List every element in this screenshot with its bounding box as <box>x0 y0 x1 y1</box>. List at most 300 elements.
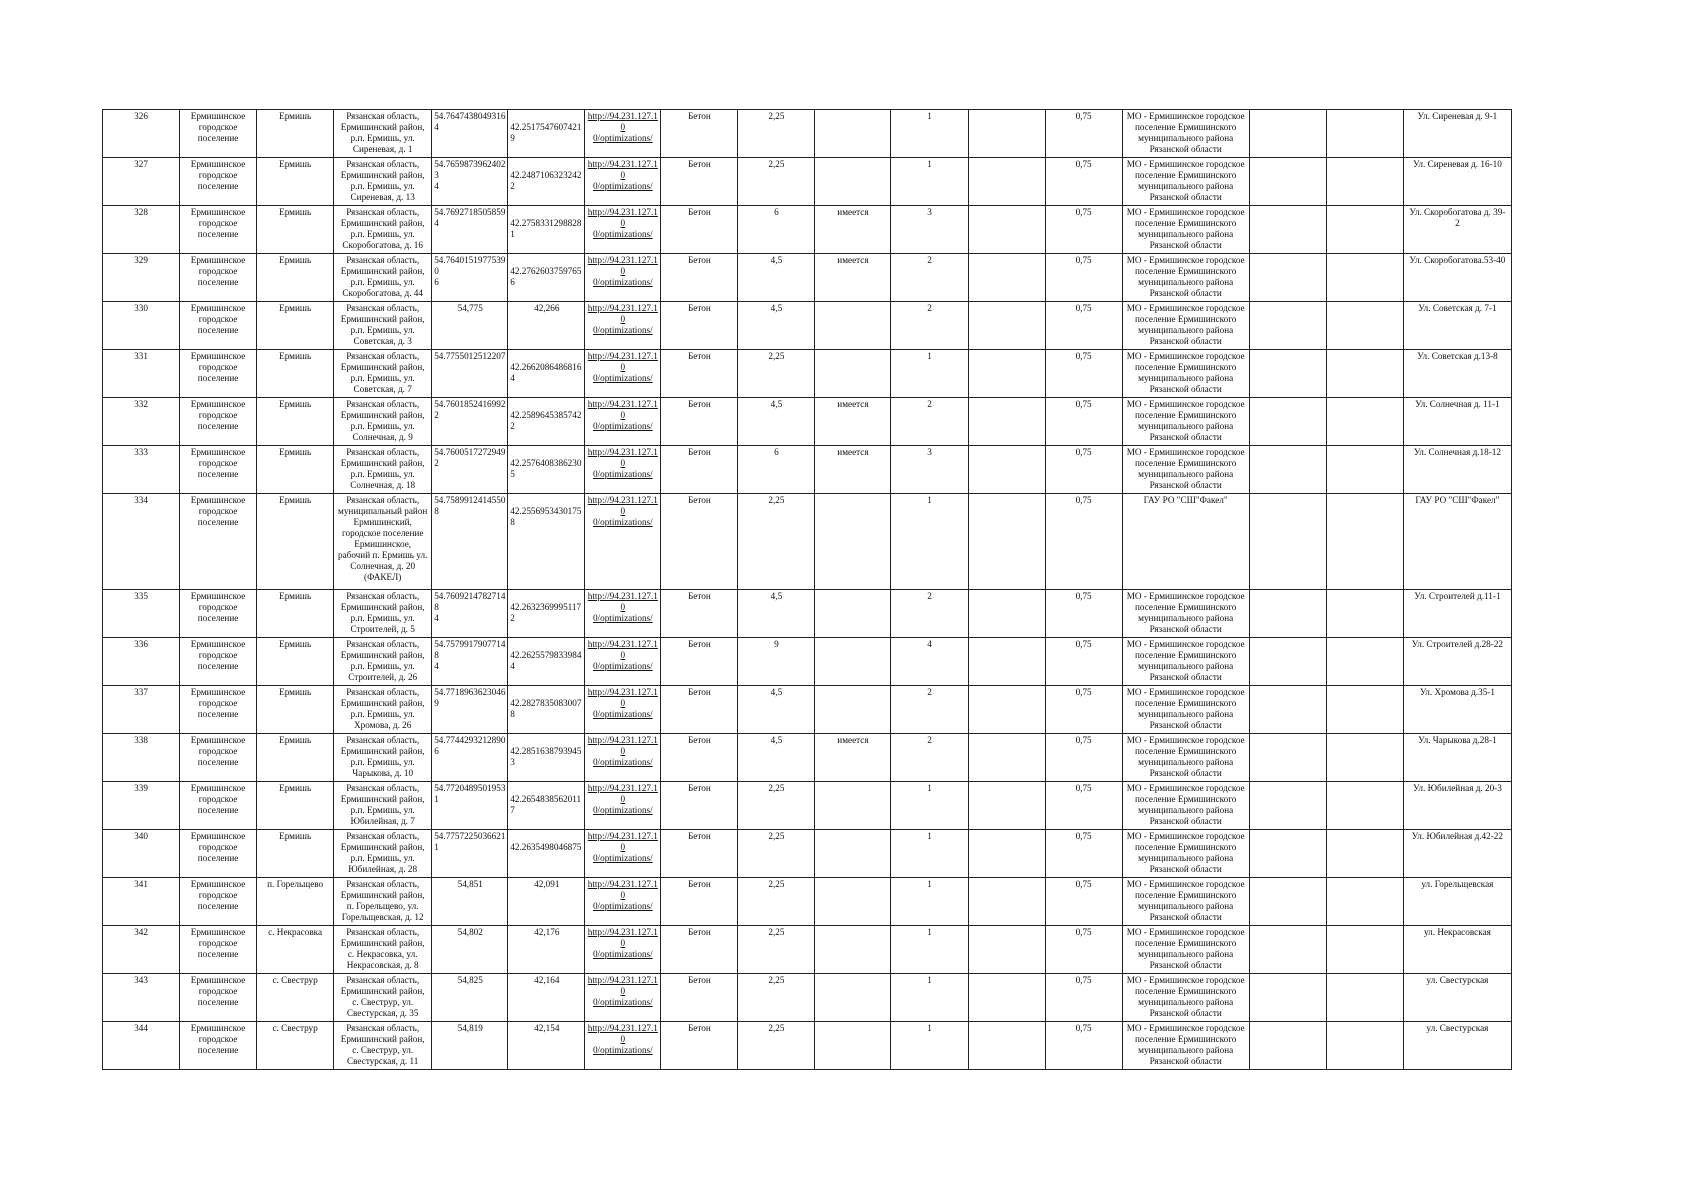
map-link-cell[interactable]: http://94.231.127.10 0/optimizations/ <box>585 590 661 638</box>
container-count-cell: 2 <box>891 734 968 782</box>
address-cell: Рязанская область, Ермишинский район, р.п. Ермишь, ул. Юбилейная, д. 28 <box>334 830 432 878</box>
area-cell: 2,25 <box>738 1022 815 1070</box>
fence-cell <box>815 590 891 638</box>
table-row <box>103 254 1512 302</box>
row-number-cell: 333 <box>103 446 180 494</box>
empty-cell <box>1326 878 1403 926</box>
area-cell: 6 <box>738 206 815 254</box>
empty-cell <box>1249 494 1326 590</box>
material-cell: Бетон <box>661 782 738 830</box>
map-link-cell[interactable]: http://94.231.127.10 0/optimizations/ <box>585 302 661 350</box>
material-cell: Бетон <box>661 638 738 686</box>
row-number-cell: 332 <box>103 398 180 446</box>
locality-cell: Ермишь <box>257 782 334 830</box>
registry-table <box>102 109 1512 1070</box>
container-count-cell: 1 <box>891 110 968 158</box>
owner-cell: МО - Ермишинское городское поселение Ермишинского муниципального района Рязанской области <box>1122 878 1249 926</box>
map-link-cell[interactable]: http://94.231.127.10 0/optimizations/ <box>585 782 661 830</box>
area-cell: 4,5 <box>738 302 815 350</box>
material-cell: Бетон <box>661 734 738 782</box>
map-link-cell[interactable]: http://94.231.127.10 0/optimizations/ <box>585 638 661 686</box>
latitude-cell: 54.75799179077148 4 <box>432 638 508 686</box>
map-link-cell[interactable]: http://94.231.127.10 0/optimizations/ <box>585 878 661 926</box>
address-cell: Рязанская область, Ермишинский район, р.п. Ермишь, ул. Сиреневая, д. 1 <box>334 110 432 158</box>
longitude-cell: 42,154 <box>508 1022 585 1070</box>
empty-cell <box>968 926 1045 974</box>
empty-cell <box>968 302 1045 350</box>
fence-cell <box>815 686 891 734</box>
material-cell: Бетон <box>661 302 738 350</box>
material-cell: Бетон <box>661 926 738 974</box>
longitude-cell: 42.2635498046875 <box>508 830 585 878</box>
locality-cell: Ермишь <box>257 734 334 782</box>
row-number-cell: 334 <box>103 494 180 590</box>
area-cell: 2,25 <box>738 110 815 158</box>
container-count-cell: 1 <box>891 494 968 590</box>
empty-cell <box>968 254 1045 302</box>
address-cell: Рязанская область, Ермишинский район, р.п. Ермишь, ул. Скоробогатова, д. 44 <box>334 254 432 302</box>
address-cell: Рязанская область, Ермишинский район, р.п. Ермишь, ул. Сиреневая, д. 13 <box>334 158 432 206</box>
area-cell: 9 <box>738 638 815 686</box>
empty-cell <box>968 398 1045 446</box>
locality-cell: Ермишь <box>257 590 334 638</box>
settlement-cell: Ермишинское городское поселение <box>180 782 257 830</box>
waste-source-cell: Ул. Скоробогатова.53-40 <box>1403 254 1511 302</box>
owner-cell: МО - Ермишинское городское поселение Ермишинского муниципального района Рязанской области <box>1122 686 1249 734</box>
fence-cell: имеется <box>815 206 891 254</box>
area-cell: 2,25 <box>738 494 815 590</box>
row-number-cell: 337 <box>103 686 180 734</box>
longitude-cell: 42.26255798339844 <box>508 638 585 686</box>
table-row <box>103 638 1512 686</box>
container-count-cell: 2 <box>891 686 968 734</box>
material-cell: Бетон <box>661 494 738 590</box>
waste-source-cell: Ул. Строителей д.11-1 <box>1403 590 1511 638</box>
address-cell: Рязанская область, Ермишинский район, п. Горельщево, ул. Горельщевская, д. 12 <box>334 878 432 926</box>
waste-source-cell: Ул. Сиреневая д. 16-10 <box>1403 158 1511 206</box>
latitude-cell: 54.75899124145508 <box>432 494 508 590</box>
empty-cell <box>1249 878 1326 926</box>
settlement-cell: Ермишинское городское поселение <box>180 974 257 1022</box>
longitude-cell: 42.24871063232422 <box>508 158 585 206</box>
longitude-cell: 42.26548385620117 <box>508 782 585 830</box>
empty-cell <box>1326 350 1403 398</box>
container-count-cell: 1 <box>891 974 968 1022</box>
empty-cell <box>1249 830 1326 878</box>
empty-cell <box>1249 206 1326 254</box>
settlement-cell: Ермишинское городское поселение <box>180 734 257 782</box>
settlement-cell: Ермишинское городское поселение <box>180 350 257 398</box>
material-cell: Бетон <box>661 254 738 302</box>
volume-cell: 0,75 <box>1045 302 1122 350</box>
latitude-cell: 54.76092147827148 4 <box>432 590 508 638</box>
address-cell: Рязанская область, Ермишинский район, р.п. Ермишь, ул. Советская, д. 3 <box>334 302 432 350</box>
area-cell: 4,5 <box>738 734 815 782</box>
fence-cell: имеется <box>815 446 891 494</box>
empty-cell <box>968 110 1045 158</box>
container-count-cell: 2 <box>891 590 968 638</box>
container-count-cell: 2 <box>891 302 968 350</box>
row-number-cell: 326 <box>103 110 180 158</box>
owner-cell: МО - Ермишинское городское поселение Ермишинского муниципального района Рязанской области <box>1122 206 1249 254</box>
area-cell: 6 <box>738 446 815 494</box>
volume-cell: 0,75 <box>1045 590 1122 638</box>
fence-cell: имеется <box>815 734 891 782</box>
latitude-cell: 54.77442932128906 <box>432 734 508 782</box>
latitude-cell: 54,851 <box>432 878 508 926</box>
latitude-cell: 54,819 <box>432 1022 508 1070</box>
latitude-cell: 54,825 <box>432 974 508 1022</box>
table-row <box>103 782 1512 830</box>
settlement-cell: Ермишинское городское поселение <box>180 254 257 302</box>
address-cell: Рязанская область, Ермишинский район, с. Свеструр, ул. Свестурская, д. 35 <box>334 974 432 1022</box>
container-count-cell: 4 <box>891 638 968 686</box>
area-cell: 2,25 <box>738 878 815 926</box>
table-row <box>103 206 1512 254</box>
latitude-cell: 54.76018524169922 <box>432 398 508 446</box>
address-cell: Рязанская область, Ермишинский район, с. Свеструр, ул. Свестурская, д. 11 <box>334 1022 432 1070</box>
settlement-cell: Ермишинское городское поселение <box>180 686 257 734</box>
map-link-cell[interactable]: http://94.231.127.10 0/optimizations/ <box>585 974 661 1022</box>
latitude-cell: 54.76005172729492 <box>432 446 508 494</box>
settlement-cell: Ермишинское городское поселение <box>180 830 257 878</box>
row-number-cell: 343 <box>103 974 180 1022</box>
table-row <box>103 830 1512 878</box>
empty-cell <box>1249 1022 1326 1070</box>
owner-cell: МО - Ермишинское городское поселение Ермишинского муниципального района Рязанской области <box>1122 446 1249 494</box>
row-number-cell: 336 <box>103 638 180 686</box>
locality-cell: Ермишь <box>257 686 334 734</box>
empty-cell <box>968 446 1045 494</box>
empty-cell <box>1326 158 1403 206</box>
settlement-cell: Ермишинское городское поселение <box>180 926 257 974</box>
address-cell: Рязанская область, Ермишинский район, р.п. Ермишь, ул. Юбилейная, д. 7 <box>334 782 432 830</box>
locality-cell: Ермишь <box>257 446 334 494</box>
fence-cell <box>815 638 891 686</box>
waste-source-cell: ул. Горельщевская <box>1403 878 1511 926</box>
area-cell: 2,25 <box>738 926 815 974</box>
waste-source-cell: ул. Свестурская <box>1403 974 1511 1022</box>
empty-cell <box>1326 398 1403 446</box>
empty-cell <box>1249 686 1326 734</box>
settlement-cell: Ермишинское городское поселение <box>180 878 257 926</box>
waste-source-cell: ул. Свестурская <box>1403 1022 1511 1070</box>
waste-source-cell: ГАУ РО "СШ"Факел" <box>1403 494 1511 590</box>
address-cell: Рязанская область, Ермишинский район, р.п. Ермишь, ул. Строителей, д. 5 <box>334 590 432 638</box>
table-row <box>103 878 1512 926</box>
address-cell: Рязанская область, Ермишинский район, р.п. Ермишь, ул. Солнечная, д. 9 <box>334 398 432 446</box>
area-cell: 4,5 <box>738 590 815 638</box>
locality-cell: с. Некрасовка <box>257 926 334 974</box>
empty-cell <box>1249 398 1326 446</box>
container-count-cell: 3 <box>891 206 968 254</box>
locality-cell: Ермишь <box>257 830 334 878</box>
material-cell: Бетон <box>661 206 738 254</box>
longitude-cell: 42,091 <box>508 878 585 926</box>
address-cell: Рязанская область, Ермишинский район, р.п. Ермишь, ул. Строителей, д. 26 <box>334 638 432 686</box>
table-row <box>103 926 1512 974</box>
longitude-cell: 42.28278350830078 <box>508 686 585 734</box>
volume-cell: 0,75 <box>1045 974 1122 1022</box>
latitude-cell: 54.76598739624023 4 <box>432 158 508 206</box>
map-link-cell[interactable]: http://94.231.127.10 0/optimizations/ <box>585 350 661 398</box>
fence-cell: имеется <box>815 254 891 302</box>
waste-source-cell: Ул. Хромова д.35-1 <box>1403 686 1511 734</box>
latitude-cell: 54.77572250366211 <box>432 830 508 878</box>
registry-table-page <box>102 109 1512 1070</box>
longitude-cell: 42,266 <box>508 302 585 350</box>
fence-cell <box>815 926 891 974</box>
longitude-cell: 42,176 <box>508 926 585 974</box>
volume-cell: 0,75 <box>1045 782 1122 830</box>
container-count-cell: 1 <box>891 782 968 830</box>
owner-cell: МО - Ермишинское городское поселение Ермишинского муниципального района Рязанской области <box>1122 734 1249 782</box>
empty-cell <box>968 590 1045 638</box>
map-link-cell[interactable]: http://94.231.127.10 0/optimizations/ <box>585 254 661 302</box>
settlement-cell: Ермишинское городское поселение <box>180 302 257 350</box>
empty-cell <box>1326 1022 1403 1070</box>
empty-cell <box>1326 734 1403 782</box>
row-number-cell: 340 <box>103 830 180 878</box>
latitude-cell: 54.77204895019531 <box>432 782 508 830</box>
table-row <box>103 1022 1512 1070</box>
volume-cell: 0,75 <box>1045 446 1122 494</box>
empty-cell <box>1326 110 1403 158</box>
row-number-cell: 342 <box>103 926 180 974</box>
longitude-cell: 42.27626037597656 <box>508 254 585 302</box>
empty-cell <box>1326 782 1403 830</box>
material-cell: Бетон <box>661 398 738 446</box>
locality-cell: Ермишь <box>257 110 334 158</box>
settlement-cell: Ермишинское городское поселение <box>180 110 257 158</box>
empty-cell <box>1326 830 1403 878</box>
address-cell: Рязанская область, Ермишинский район, р.п. Ермишь, ул. Чарыкова, д. 10 <box>334 734 432 782</box>
table-row <box>103 158 1512 206</box>
volume-cell: 0,75 <box>1045 878 1122 926</box>
locality-cell: п. Горельщево <box>257 878 334 926</box>
volume-cell: 0,75 <box>1045 206 1122 254</box>
latitude-cell: 54.76474380493164 <box>432 110 508 158</box>
row-number-cell: 327 <box>103 158 180 206</box>
locality-cell: Ермишь <box>257 350 334 398</box>
row-number-cell: 341 <box>103 878 180 926</box>
locality-cell: с. Свеструр <box>257 974 334 1022</box>
row-number-cell: 335 <box>103 590 180 638</box>
material-cell: Бетон <box>661 974 738 1022</box>
latitude-cell: 54,775 <box>432 302 508 350</box>
fence-cell <box>815 1022 891 1070</box>
area-cell: 2,25 <box>738 782 815 830</box>
row-number-cell: 330 <box>103 302 180 350</box>
address-cell: Рязанская область, муниципальный район Ермишинский, городское поселение Ермишинское, рабочий п. Ермишь ул. Солнечная, д. 20 (ФАКЕЛ) <box>334 494 432 590</box>
locality-cell: Ермишь <box>257 206 334 254</box>
material-cell: Бетон <box>661 1022 738 1070</box>
empty-cell <box>1326 494 1403 590</box>
container-count-cell: 3 <box>891 446 968 494</box>
empty-cell <box>968 830 1045 878</box>
locality-cell: с. Свеструр <box>257 1022 334 1070</box>
area-cell: 2,25 <box>738 350 815 398</box>
material-cell: Бетон <box>661 830 738 878</box>
area-cell: 2,25 <box>738 974 815 1022</box>
empty-cell <box>968 494 1045 590</box>
waste-source-cell: Ул. Чарыкова д.28-1 <box>1403 734 1511 782</box>
settlement-cell: Ермишинское городское поселение <box>180 590 257 638</box>
waste-source-cell: Ул. Советская д. 7-1 <box>1403 302 1511 350</box>
empty-cell <box>1326 302 1403 350</box>
address-cell: Рязанская область, Ермишинский район, р.п. Ермишь, ул. Советская, д. 7 <box>334 350 432 398</box>
volume-cell: 0,75 <box>1045 494 1122 590</box>
fence-cell <box>815 110 891 158</box>
latitude-cell: 54.77189636230469 <box>432 686 508 734</box>
map-link-cell[interactable]: http://94.231.127.10 0/optimizations/ <box>585 1022 661 1070</box>
fence-cell <box>815 830 891 878</box>
address-cell: Рязанская область, Ермишинский район, р.п. Ермишь, ул. Скоробогатова, д. 16 <box>334 206 432 254</box>
owner-cell: МО - Ермишинское городское поселение Ермишинского муниципального района Рязанской области <box>1122 638 1249 686</box>
longitude-cell: 42.25175476074219 <box>508 110 585 158</box>
empty-cell <box>968 878 1045 926</box>
owner-cell: МО - Ермишинское городское поселение Ермишинского муниципального района Рязанской области <box>1122 350 1249 398</box>
area-cell: 2,25 <box>738 830 815 878</box>
settlement-cell: Ермишинское городское поселение <box>180 494 257 590</box>
volume-cell: 0,75 <box>1045 110 1122 158</box>
area-cell: 4,5 <box>738 686 815 734</box>
container-count-cell: 2 <box>891 398 968 446</box>
volume-cell: 0,75 <box>1045 734 1122 782</box>
table-row <box>103 734 1512 782</box>
material-cell: Бетон <box>661 350 738 398</box>
container-count-cell: 2 <box>891 254 968 302</box>
material-cell: Бетон <box>661 446 738 494</box>
fence-cell <box>815 878 891 926</box>
waste-source-cell: Ул. Строителей д.28-22 <box>1403 638 1511 686</box>
waste-source-cell: Ул. Советская д.13-8 <box>1403 350 1511 398</box>
owner-cell: МО - Ермишинское городское поселение Ермишинского муниципального района Рязанской области <box>1122 302 1249 350</box>
empty-cell <box>1249 974 1326 1022</box>
map-link-cell[interactable]: http://94.231.127.10 0/optimizations/ <box>585 110 661 158</box>
fence-cell <box>815 494 891 590</box>
empty-cell <box>1326 446 1403 494</box>
locality-cell: Ермишь <box>257 158 334 206</box>
map-link-cell[interactable]: http://94.231.127.10 0/optimizations/ <box>585 206 661 254</box>
fence-cell <box>815 350 891 398</box>
container-count-cell: 1 <box>891 830 968 878</box>
owner-cell: МО - Ермишинское городское поселение Ермишинского муниципального района Рязанской области <box>1122 782 1249 830</box>
empty-cell <box>968 974 1045 1022</box>
empty-cell <box>1249 158 1326 206</box>
longitude-cell: 42.27583312988281 <box>508 206 585 254</box>
volume-cell: 0,75 <box>1045 254 1122 302</box>
waste-source-cell: Ул. Сиреневая д. 9-1 <box>1403 110 1511 158</box>
empty-cell <box>968 206 1045 254</box>
empty-cell <box>968 1022 1045 1070</box>
longitude-cell: 42.26323699951172 <box>508 590 585 638</box>
table-row <box>103 686 1512 734</box>
empty-cell <box>1249 446 1326 494</box>
map-link-cell[interactable]: http://94.231.127.10 0/optimizations/ <box>585 494 661 590</box>
map-link-cell[interactable]: http://94.231.127.10 0/optimizations/ <box>585 734 661 782</box>
volume-cell: 0,75 <box>1045 638 1122 686</box>
empty-cell <box>1249 590 1326 638</box>
fence-cell <box>815 974 891 1022</box>
fence-cell <box>815 782 891 830</box>
fence-cell: имеется <box>815 398 891 446</box>
table-row <box>103 110 1512 158</box>
empty-cell <box>1249 302 1326 350</box>
waste-source-cell: Ул. Юбилейная д.42-22 <box>1403 830 1511 878</box>
owner-cell: МО - Ермишинское городское поселение Ермишинского муниципального района Рязанской области <box>1122 830 1249 878</box>
waste-source-cell: Ул. Скоробогатова д. 39- 2 <box>1403 206 1511 254</box>
empty-cell <box>968 734 1045 782</box>
settlement-cell: Ермишинское городское поселение <box>180 1022 257 1070</box>
map-link-cell[interactable]: http://94.231.127.10 0/optimizations/ <box>585 830 661 878</box>
longitude-cell: 42,164 <box>508 974 585 1022</box>
locality-cell: Ермишь <box>257 494 334 590</box>
row-number-cell: 328 <box>103 206 180 254</box>
map-link-cell[interactable]: http://94.231.127.10 0/optimizations/ <box>585 686 661 734</box>
empty-cell <box>1249 110 1326 158</box>
empty-cell <box>1249 638 1326 686</box>
area-cell: 2,25 <box>738 158 815 206</box>
row-number-cell: 329 <box>103 254 180 302</box>
table-body <box>103 110 1512 1070</box>
longitude-cell: 42.25569534301758 <box>508 494 585 590</box>
empty-cell <box>968 686 1045 734</box>
material-cell: Бетон <box>661 686 738 734</box>
owner-cell: МО - Ермишинское городское поселение Ермишинского муниципального района Рязанской области <box>1122 158 1249 206</box>
longitude-cell: 42.28516387939453 <box>508 734 585 782</box>
volume-cell: 0,75 <box>1045 158 1122 206</box>
owner-cell: МО - Ермишинское городское поселение Ермишинского муниципального района Рязанской области <box>1122 974 1249 1022</box>
table-row <box>103 590 1512 638</box>
empty-cell <box>968 350 1045 398</box>
material-cell: Бетон <box>661 158 738 206</box>
latitude-cell: 54.76401519775390 6 <box>432 254 508 302</box>
map-link-cell[interactable]: http://94.231.127.10 0/optimizations/ <box>585 446 661 494</box>
owner-cell: МО - Ермишинское городское поселение Ермишинского муниципального района Рязанской области <box>1122 110 1249 158</box>
table-row <box>103 494 1512 590</box>
material-cell: Бетон <box>661 590 738 638</box>
latitude-cell: 54.7755012512207 <box>432 350 508 398</box>
empty-cell <box>1326 926 1403 974</box>
map-link-cell[interactable]: http://94.231.127.10 0/optimizations/ <box>585 926 661 974</box>
table-row <box>103 398 1512 446</box>
volume-cell: 0,75 <box>1045 350 1122 398</box>
settlement-cell: Ермишинское городское поселение <box>180 206 257 254</box>
locality-cell: Ермишь <box>257 302 334 350</box>
waste-source-cell: Ул. Солнечная д.18-12 <box>1403 446 1511 494</box>
address-cell: Рязанская область, Ермишинский район, р.п. Ермишь, ул. Солнечная, д. 18 <box>334 446 432 494</box>
address-cell: Рязанская область, Ермишинский район, р.п. Ермишь, ул. Хромова, д. 26 <box>334 686 432 734</box>
row-number-cell: 331 <box>103 350 180 398</box>
fence-cell <box>815 158 891 206</box>
settlement-cell: Ермишинское городское поселение <box>180 158 257 206</box>
container-count-cell: 1 <box>891 350 968 398</box>
owner-cell: МО - Ермишинское городское поселение Ермишинского муниципального района Рязанской области <box>1122 398 1249 446</box>
area-cell: 4,5 <box>738 254 815 302</box>
longitude-cell: 42.26620864868164 <box>508 350 585 398</box>
latitude-cell: 54,802 <box>432 926 508 974</box>
waste-source-cell: Ул. Солнечная д. 11-1 <box>1403 398 1511 446</box>
longitude-cell: 42.25896453857422 <box>508 398 585 446</box>
map-link-cell[interactable]: http://94.231.127.10 0/optimizations/ <box>585 158 661 206</box>
empty-cell <box>1249 734 1326 782</box>
waste-source-cell: ул. Некрасовская <box>1403 926 1511 974</box>
container-count-cell: 1 <box>891 1022 968 1070</box>
map-link-cell[interactable]: http://94.231.127.10 0/optimizations/ <box>585 398 661 446</box>
latitude-cell: 54.76927185058594 <box>432 206 508 254</box>
empty-cell <box>1326 590 1403 638</box>
